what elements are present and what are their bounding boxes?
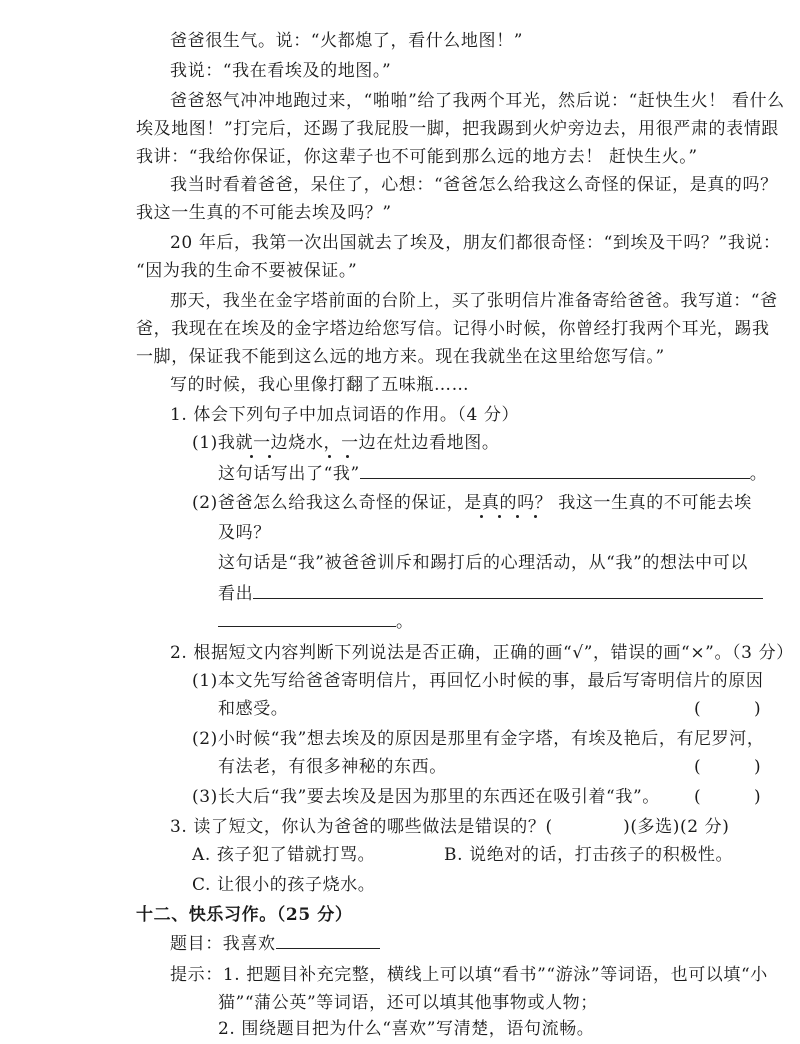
answer-end: 。 [396,612,414,632]
question-3-title-text: 3. 读了短文，你认为爸爸的哪些做法是错误的？ [170,817,546,837]
passage-line: 我讲：“我给你保证，你这辈子也不可能到那么远的地方去！ 赶快生火。” [136,147,698,167]
passage-line: 我说：“我在看埃及的地图。” [170,61,392,81]
answer-paren[interactable]: ( ) [694,699,762,719]
topic-blank[interactable] [276,930,380,949]
hint-line-2: 2. 围绕题目把为什么“喜欢”写清楚，语句流畅。 [218,1019,595,1039]
question-1-title: 1. 体会下列句子中加点词语的作用。（4 分） [170,405,520,425]
passage-line: 爸，我现在在埃及的金字塔边给您写信。记得小时候，你曾经打我两个耳光，踢我 [136,319,770,339]
emphasis-dot [498,515,501,518]
passage-line: 我当时看着爸爸，呆住了，心想：“爸爸怎么给我这么奇怪的保证，是真的吗？ [170,175,778,195]
question-2-item-2: (2)小时候“我”想去埃及的原因是那里有金字塔，有埃及艳后，有尼罗河， [192,729,765,749]
option-c: C. 让很小的孩子烧水。 [192,875,376,895]
answer-blank[interactable] [253,580,763,599]
question-1-item-1-text: (1)我就一边烧水，一边在灶边看地图。 [192,433,500,453]
question-1-answer-2-cont [218,608,414,635]
emphasis-dot [328,455,331,458]
answer-paren[interactable]: ( ) [694,787,762,807]
question-1-answer-2-intro: 这句话是“我”被爸爸训斥和踢打后的心理活动，从“我”的想法中可以 [218,553,748,573]
hint-line-1 [170,962,768,988]
answer-prefix: 这句话写出了“我” [218,464,360,484]
passage-line: 我这一生真的不可能去埃及吗？” [136,203,392,223]
question-3-title [170,814,729,840]
question-2-item-1: (1)本文先写给爸爸寄明信片，再回忆小时候的事，最后写寄明信片的原因 [192,671,764,691]
answer-paren[interactable]: ( ) [545,817,631,837]
essay-topic [170,930,380,957]
emphasis-dot [268,455,271,458]
hint-label: 提示： [170,965,223,985]
question-1-item-2-cont: 及吗？ [218,523,271,543]
question-1-item-2 [192,490,752,516]
answer-blank[interactable] [218,608,396,627]
passage-line: 埃及地图！”打完后，还踢了我屁股一脚，把我踢到火炉旁边去，用很严肃的表情跟 [136,119,779,139]
question-2-item-2-cont: 有法老，有很多神秘的东西。 [218,757,447,777]
question-1-item-1 [192,430,499,456]
answer-paren[interactable]: ( ) [694,757,762,777]
emphasis-dot [516,515,519,518]
emphasis-dot [346,455,349,458]
passage-line: 一脚，保证我不能到这么远的地方来。现在我就坐在这里给您写信。” [136,347,665,367]
option-b: B. 说绝对的话，打击孩子的积极性。 [444,845,734,865]
passage-line: 爸爸很生气。说：“火都熄了，看什么地图！” [170,31,523,51]
question-2-item-1-cont: 和感受。 [218,699,289,719]
question-1-item-2-text: (2)爸爸怎么给我这么奇怪的保证，是真的吗？ 我这一生真的不可能去埃 [192,493,752,513]
passage-line: 写的时候，我心里像打翻了五味瓶…… [170,375,470,395]
answer-blank[interactable] [360,460,750,479]
passage-line: 那天，我坐在金字塔前面的台阶上，买了张明信片准备寄给爸爸。我写道：“爸 [170,291,778,311]
hint-1-text: 1. 把题目补充完整，横线上可以填“看书”“游泳”等词语，也可以填“小 [222,965,768,985]
passage-line: 20 年后，我第一次出国就去了埃及，朋友们都很奇怪：“到埃及干吗？”我说： [170,233,781,253]
answer-end: 。 [749,464,768,484]
topic-prefix: 题目：我喜欢 [170,934,276,954]
section-heading: 十二、快乐习作。（25 分） [136,905,353,925]
question-1-answer-2 [218,580,763,607]
passage-line: “因为我的生命不要被保证。” [136,261,358,281]
question-1-answer-1 [218,460,767,487]
answer-prefix: 看出 [218,584,254,604]
question-3-title-suffix: (多选)(2 分) [630,817,730,837]
emphasis-dot [480,515,483,518]
hint-line-1-cont: 猫”“蒲公英”等词语，还可以填其他事物或人物； [218,993,598,1013]
emphasis-dot [534,515,537,518]
emphasis-dot [250,455,253,458]
passage-line: 爸爸怒气冲冲地跑过来，“啪啪”给了我两个耳光，然后说：“赶快生火！ 看什么 [170,91,785,111]
question-2-title: 2. 根据短文内容判断下列说法是否正确，正确的画“√”，错误的画“×”。（3 分） [170,643,794,663]
question-2-item-3: (3)长大后“我”要去埃及是因为那里的东西还在吸引着“我”。 [192,787,660,807]
option-a: A. 孩子犯了错就打骂。 [192,845,376,865]
